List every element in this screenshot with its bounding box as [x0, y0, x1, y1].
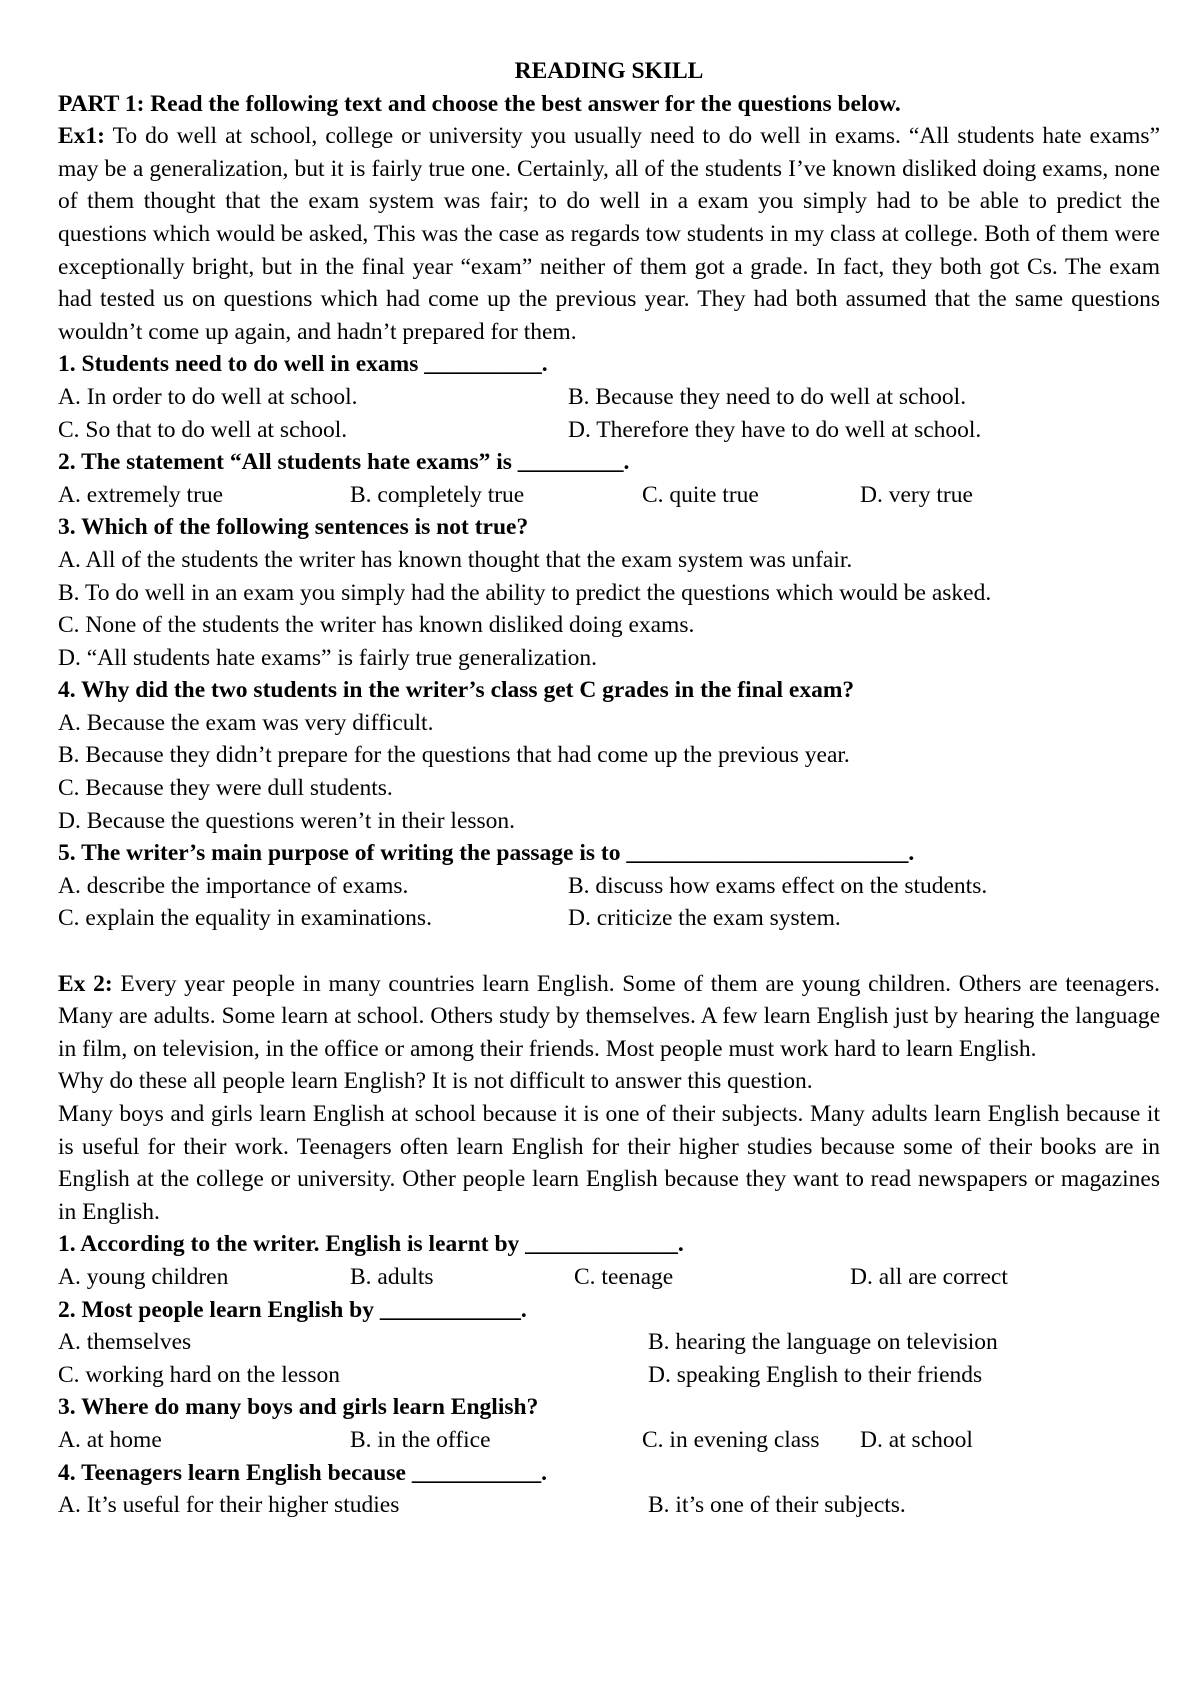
option-c: C. So that to do well at school.	[58, 416, 348, 443]
option-d: D. criticize the exam system.	[568, 905, 841, 932]
option-c: C. quite true	[642, 481, 759, 508]
option-c: C. working hard on the lesson	[58, 1361, 340, 1388]
ex2-q4-options	[58, 1489, 1160, 1522]
ex2-question-1: 1. According to the writer. English is learnt by _____________.	[58, 1231, 684, 1258]
option-d: D. speaking English to their friends	[648, 1361, 983, 1388]
ex1-q1-options	[58, 381, 1160, 446]
option-c: C. None of the students the writer has known disliked doing exams.	[58, 612, 695, 639]
ex1-q5-options	[58, 870, 1160, 935]
option-c: C. Because they were dull students.	[58, 775, 393, 802]
option-b: B. in the office	[350, 1426, 491, 1453]
ex1-question-3: 3. Which of the following sentences is not true?	[58, 514, 529, 541]
option-a: A. Because the exam was very difficult.	[58, 709, 434, 736]
option-d: D. all are correct	[850, 1263, 1008, 1290]
option-d: D. “All students hate exams” is fairly true generalization.	[58, 644, 598, 671]
ex1-question-5: 5. The writer’s main purpose of writing the passage is to ________________________.	[58, 840, 915, 867]
option-b: B. discuss how exams effect on the students.	[568, 872, 988, 899]
ex2-question-4: 4. Teenagers learn English because ___________.	[58, 1459, 547, 1486]
ex2-paragraph-1	[58, 968, 1160, 1066]
option-a: A. In order to do well at school.	[58, 383, 358, 410]
ex1-question-1: 1. Students need to do well in exams __________.	[58, 351, 548, 378]
part1-heading: PART 1: Read the following text and choose the best answer for the questions below.	[58, 90, 901, 117]
option-b: B. Because they need to do well at school.	[568, 383, 967, 410]
option-a: A. extremely true	[58, 481, 224, 508]
document-page	[58, 55, 1160, 1522]
ex2-paragraph-3: Many boys and girls learn English at school because it is one of their subjects. Many adults learn English because it is useful for their work. Teenagers often learn English for their higher studies because some of their books are in English at the college or university. Other people learn English because they want to read newspapers or magazines in English.	[58, 1101, 1160, 1225]
option-a: A. themselves	[58, 1329, 192, 1356]
option-b: B. adults	[350, 1263, 434, 1290]
ex1-q2-options	[58, 479, 1160, 512]
ex2-q3-options	[58, 1424, 1160, 1457]
option-a: A. It’s useful for their higher studies	[58, 1492, 400, 1519]
ex1-question-4: 4. Why did the two students in the writer’s class get C grades in the final exam?	[58, 677, 855, 704]
option-a: A. at home	[58, 1426, 162, 1453]
page-title: READING SKILL	[514, 58, 704, 84]
spacer	[58, 935, 1160, 968]
option-c: C. teenage	[574, 1263, 674, 1290]
ex2-question-3: 3. Where do many boys and girls learn English?	[58, 1394, 539, 1421]
ex2-question-2: 2. Most people learn English by ____________.	[58, 1296, 527, 1323]
ex2-paragraph-2: Why do these all people learn English? It is not difficult to answer this question.	[58, 1068, 813, 1095]
option-a: A. describe the importance of exams.	[58, 872, 409, 899]
option-b: B. Because they didn’t prepare for the questions that had come up the previous year.	[58, 742, 850, 769]
ex1-text: To do well at school, college or university you usually need to do well in exams. “All students hate exams” may be a generalization, but it is fairly true one. Certainly, all of the students I’ve known disliked doing exams, none of them thought that the exam system was fair; to do well in a exam you simply had to be able to predict the questions which would be asked, This was the case as regards tow students in my class at college. Both of them were exceptionally bright, but in the final year “exam” neither of them got a grade. In fact, they both got Cs. The exam had tested us on questions which had come up the previous year. They had both assumed that the same questions wouldn’t come up again, and hadn’t prepared for them.	[58, 123, 1161, 345]
option-b: B. completely true	[350, 481, 525, 508]
option-a: A. young children	[58, 1263, 229, 1290]
ex2-text-1: Every year people in many countries learn English. Some of them are young children. Others are teenagers. Many are adults. Some learn at school. Others study by themselves. A few learn English just by hearing the language in film, on television, in the office or among their friends. Most people must work hard to learn English.	[58, 970, 1161, 1062]
option-d: D. very true	[860, 481, 973, 508]
ex2-q2-options	[58, 1326, 1160, 1391]
option-b: B. it’s one of their subjects.	[648, 1492, 906, 1519]
option-b: B. hearing the language on television	[648, 1329, 998, 1356]
ex2-label: Ex 2:	[58, 970, 113, 997]
option-c: C. in evening class	[642, 1426, 820, 1453]
option-d: D. Therefore they have to do well at school.	[568, 416, 982, 443]
option-a: A. All of the students the writer has known thought that the exam system was unfair.	[58, 546, 853, 573]
ex1-label: Ex1:	[58, 123, 105, 150]
ex2-q1-options	[58, 1261, 1160, 1294]
option-d: D. at school	[860, 1426, 973, 1453]
ex1-question-2: 2. The statement “All students hate exams” is _________.	[58, 449, 630, 476]
option-d: D. Because the questions weren’t in their lesson.	[58, 807, 516, 834]
ex1-passage	[58, 120, 1160, 348]
option-c: C. explain the equality in examinations.	[58, 905, 432, 932]
option-b: B. To do well in an exam you simply had the ability to predict the questions which would be asked.	[58, 579, 992, 606]
